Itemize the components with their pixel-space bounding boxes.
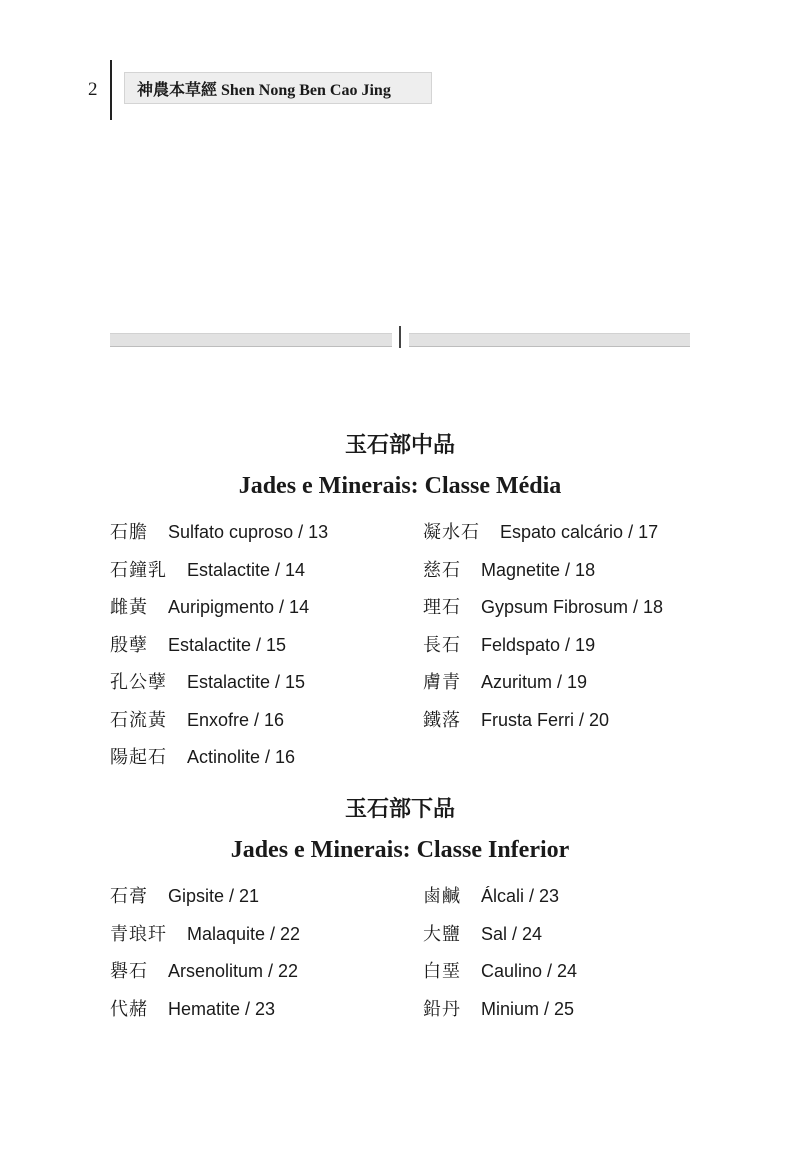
entry-chinese-name: 鹵鹹	[423, 886, 461, 907]
list-item	[110, 520, 423, 558]
entry-chinese-name: 大鹽	[423, 923, 461, 945]
entry-chinese-name: 殷孽	[110, 634, 148, 656]
list-item	[110, 922, 423, 960]
entry-chinese-name: 鐵落	[423, 709, 461, 731]
list-item	[110, 997, 423, 1035]
list-item	[423, 670, 700, 708]
section-heading-cn: 玉石部下品	[344, 797, 455, 822]
list-item	[110, 959, 423, 997]
running-header	[124, 72, 432, 104]
section-heading-cn: 玉石部中品	[344, 433, 455, 458]
list-item	[423, 520, 700, 558]
entry-chinese-name: 代赭	[110, 998, 148, 1020]
entry-translation: Gypsum Fibrosum / 18	[481, 597, 664, 617]
list-item	[423, 884, 700, 922]
entry-chinese-name: 青琅玕	[110, 923, 167, 945]
list-item	[423, 558, 700, 596]
entry-chinese-name: 孔公孽	[110, 672, 167, 693]
list-item	[110, 633, 423, 671]
entry-chinese-name: 石流黃	[110, 709, 167, 731]
entry-translation: Arsenolitum / 22	[168, 961, 299, 981]
entry-translation: Azuritum / 19	[481, 672, 588, 692]
entry-chinese-name: 石膏	[110, 886, 148, 907]
entry-chinese-name: 陽起石	[110, 747, 167, 768]
entry-list	[110, 520, 700, 783]
entry-chinese-name: 慈石	[423, 559, 461, 581]
entry-translation: Estalactite / 14	[187, 559, 306, 580]
list-item	[423, 633, 700, 671]
entry-translation: Feldspato / 19	[481, 634, 596, 655]
divider-bar-left	[110, 333, 392, 347]
section-heading-en: Jades e Minerais: Classe Média	[238, 473, 562, 499]
entry-translation: Álcali / 23	[481, 886, 560, 906]
entry-chinese-name: 礜石	[110, 961, 148, 982]
entry-translation: Minium / 25	[481, 998, 575, 1019]
divider-bar-right	[409, 333, 690, 347]
list-item	[110, 558, 423, 596]
entry-chinese-name: 膚青	[423, 672, 461, 693]
list-item	[110, 745, 423, 783]
running-header-title: 神農本草經 Shen Nong Ben Cao Jing	[137, 81, 391, 99]
entry-chinese-name: 白堊	[423, 961, 461, 982]
header-vertical-rule	[110, 60, 112, 120]
list-item	[423, 595, 700, 633]
list-item	[423, 959, 700, 997]
list-item	[110, 884, 423, 922]
entry-translation: Sal / 24	[481, 923, 543, 944]
entry-chinese-name: 石鐘乳	[110, 559, 167, 581]
entry-translation: Hematite / 23	[168, 998, 276, 1019]
entry-translation: Malaquite / 22	[187, 923, 301, 944]
divider-tick	[399, 326, 401, 348]
entry-translation: Auripigmento / 14	[168, 597, 310, 617]
entry-chinese-name: 理石	[423, 597, 461, 618]
entry-translation: Estalactite / 15	[168, 634, 287, 655]
entry-translation: Espato calcário / 17	[500, 522, 659, 542]
entry-chinese-name: 雌黃	[110, 597, 148, 618]
entry-translation: Magnetite / 18	[481, 559, 596, 580]
section-heading-en: Jades e Minerais: Classe Inferior	[230, 837, 570, 863]
list-item	[423, 922, 700, 960]
entry-translation: Sulfato cuproso / 13	[168, 522, 329, 542]
entry-translation: Enxofre / 16	[187, 709, 285, 730]
entry-chinese-name: 凝水石	[423, 522, 480, 543]
list-item	[110, 708, 423, 746]
list-item	[423, 997, 700, 1035]
page-number: 2	[88, 79, 98, 100]
list-item	[110, 595, 423, 633]
entry-translation: Estalactite / 15	[187, 672, 306, 692]
entry-translation: Frusta Ferri / 20	[481, 709, 610, 730]
list-item	[110, 670, 423, 708]
entry-chinese-name: 長石	[423, 634, 461, 656]
entry-translation: Caulino / 24	[481, 961, 578, 981]
entry-chinese-name: 鉛丹	[423, 998, 461, 1020]
list-item	[423, 708, 700, 746]
entry-translation: Gipsite / 21	[168, 886, 260, 906]
entry-chinese-name: 石膽	[110, 522, 148, 543]
entry-translation: Actinolite / 16	[187, 747, 296, 767]
entry-list	[110, 884, 700, 1034]
